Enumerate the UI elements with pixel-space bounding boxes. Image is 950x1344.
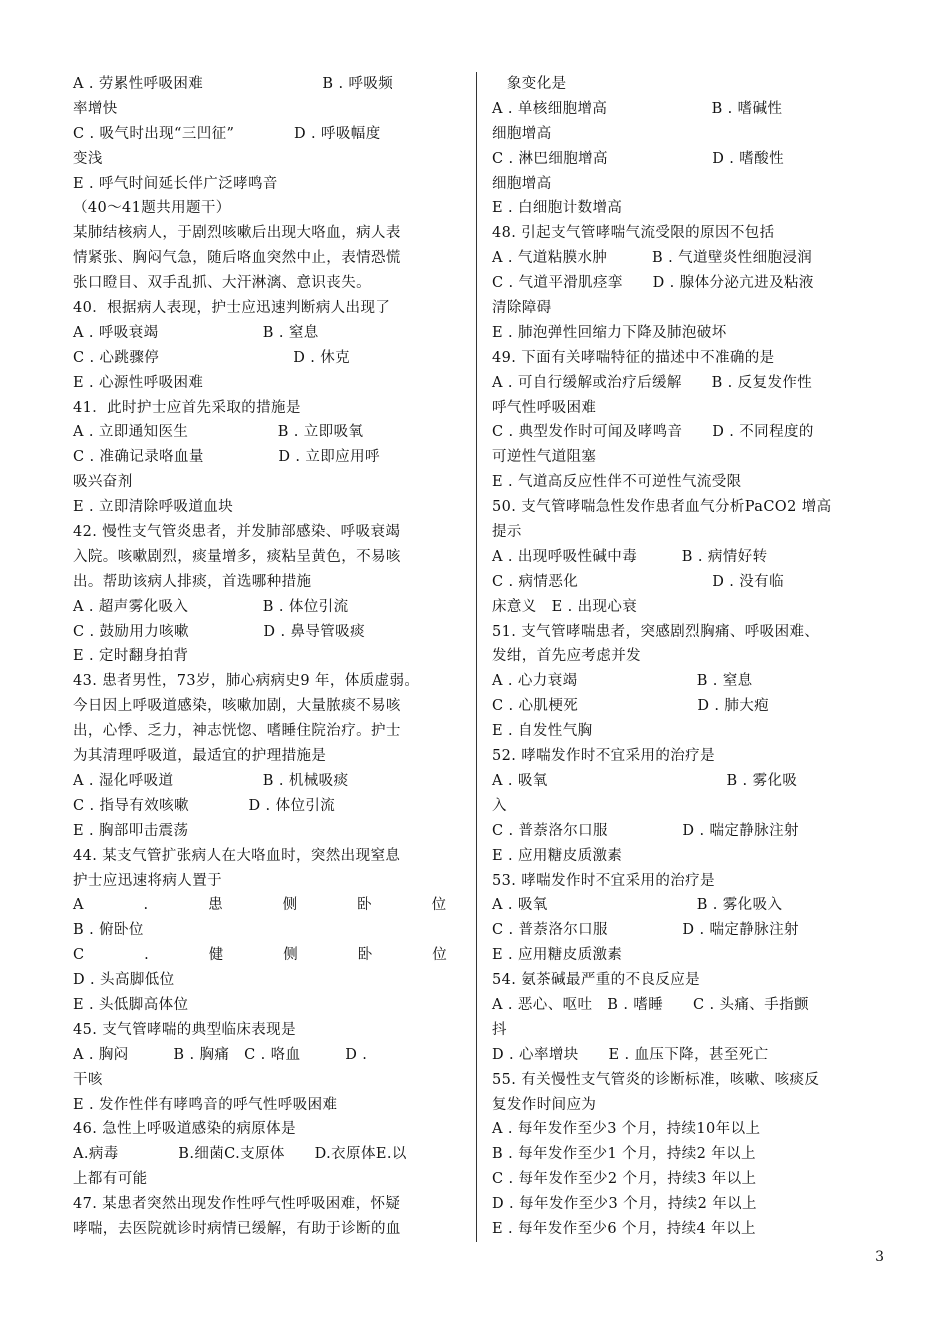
text-line: 入院。咳嗽剧烈，痰量增多，痰粘呈黄色，不易咳	[73, 548, 401, 565]
text-line: 呼气性呼吸困难	[492, 399, 597, 416]
text-line: 出，心悸、乏力，神志恍惚、嗜睡住院治疗。护士	[73, 723, 401, 740]
text-line: 张口瞪目、双手乱抓、大汗淋漓、意识丧失。	[73, 275, 371, 292]
text-line: 53. 哮喘发作时不宜采用的治疗是	[492, 872, 715, 889]
text-line: 48. 引起支气管哮喘气流受限的原因不包括	[492, 225, 775, 242]
text-line: D . 心率增块 E . 血压下降，甚至死亡	[492, 1046, 769, 1063]
text-line: E . 应用糖皮质激素	[492, 947, 623, 964]
text-line: E . 呼气时间延长伴广泛哮鸣音	[73, 175, 278, 192]
text-line: 出。帮助该病人排痰，首选哪种措施	[73, 573, 312, 590]
text-line: C . 指导有效咳嗽 D . 体位引流	[73, 797, 336, 814]
text-line: 可逆性气道阻塞	[492, 449, 597, 466]
text-line: 43. 患者男性，73岁，肺心病病史9 年，体质虚弱。	[73, 673, 420, 690]
text-line: A . 每年发作至少3 个月，持续10年以上	[492, 1121, 761, 1138]
text-line: A . 劳累性呼吸困难 B . 呼吸频	[73, 76, 394, 92]
text-line: A . 吸氧 B . 雾化吸	[492, 772, 798, 789]
text-line: A . 呼吸衰竭 B . 窒息	[73, 324, 319, 341]
text-line: C . 淋巴细胞增高 D . 嗜酸性	[492, 150, 784, 167]
text-line: D . 每年发作至少3 个月，持续2 年以上	[492, 1196, 757, 1213]
text-line: 46. 急性上呼吸道感染的病原体是	[73, 1121, 296, 1138]
text-line: A . 单核细胞增高 B . 嗜碱性	[492, 100, 783, 117]
text-line: 象变化是	[492, 76, 567, 92]
text-line: E . 自发性气胸	[492, 723, 593, 740]
text-line: 40．根据病人表现，护士应迅速判断病人出现了	[73, 300, 391, 317]
text-line: C . 典型发作时可闻及哮鸣音 D . 不同程度的	[492, 424, 814, 441]
text-line: 47. 某患者突然出现发作性呼气性呼吸困难，怀疑	[73, 1196, 401, 1213]
text-line: C . 心肌梗死 D . 肺大疱	[492, 698, 770, 715]
text-line: 某肺结核病人，于剧烈咳嗽后出现大咯血，病人表	[73, 225, 401, 242]
text-line: 抖	[492, 1021, 507, 1038]
text-line: 哮喘，去医院就诊时病情已缓解，有助于诊断的血	[73, 1220, 401, 1237]
text-line: 42. 慢性支气管炎患者，并发肺部感染、呼吸衰竭	[73, 524, 401, 541]
column-divider	[476, 72, 477, 1242]
text-line: C . 每年发作至少2 个月，持续3 年以上	[492, 1171, 757, 1188]
text-line: C . 鼓励用力咳嗽 D . 鼻导管吸痰	[73, 623, 365, 640]
text-line: 清除障碍	[492, 300, 552, 317]
text-line: C . 病情恶化 D . 没有临	[492, 573, 784, 590]
text-line: A . 心力衰竭 B . 窒息	[492, 673, 753, 690]
text-line: 44. 某支气管扩张病人在大咯血时，突然出现窒息	[73, 847, 401, 864]
text-line: C . 心跳骤停 D . 休克	[73, 349, 351, 366]
text-line: 51. 支气管哮喘患者，突感剧烈胸痛、呼吸困难、	[492, 623, 820, 640]
text-line: 提示	[492, 524, 522, 541]
text-line: A . 胸闷 B . 胸痛 C . 咯血 D .	[73, 1046, 368, 1063]
text-line: 50. 支气管哮喘急性发作患者血气分析PaCO2 增高	[492, 499, 832, 516]
text-line: 发绀，首先应考虑并发	[492, 648, 641, 665]
text-line: E . 定时翻身拍背	[73, 648, 189, 665]
text-line: 45. 支气管哮喘的典型临床表现是	[73, 1021, 296, 1038]
text-line: D . 头高脚低位	[73, 972, 175, 989]
text-line: C . 普萘洛尔口服 D . 喘定静脉注射	[492, 822, 799, 839]
text-line: C . 气道平滑肌痉挛 D . 腺体分泌亢进及粘液	[492, 275, 814, 292]
text-line: E . 发作性伴有哮鸣音的呼气性呼吸困难	[73, 1096, 338, 1113]
text-line: A . 患 侧 卧 位	[73, 897, 447, 914]
text-line: 52. 哮喘发作时不宜采用的治疗是	[492, 748, 715, 765]
text-line: A.病毒 B.细菌C.支原体 D.衣原体E.以	[73, 1146, 407, 1163]
text-line: 细胞增高	[492, 175, 552, 192]
text-line: E . 每年发作至少6 个月，持续4 年以上	[492, 1220, 756, 1237]
text-line: A . 气道粘膜水肿 B . 气道壁炎性细胞浸润	[492, 250, 813, 267]
text-line: E . 立即清除呼吸道血块	[73, 499, 234, 516]
text-line: A . 立即通知医生 B . 立即吸氧	[73, 424, 364, 441]
text-line: （40～41题共用题干）	[73, 200, 231, 217]
text-line: C . 吸气时出现“三凹征” D . 呼吸幅度	[73, 125, 381, 142]
text-line: 复发作时间应为	[492, 1096, 597, 1113]
text-line: 护士应迅速将病人置于	[73, 872, 222, 889]
text-line: C . 健 侧 卧 位	[73, 947, 448, 964]
text-line: A . 恶心、呕吐 B . 嗜睡 C . 头痛、手指颤	[492, 996, 809, 1013]
text-line: 细胞增高	[492, 125, 552, 142]
text-line: A . 超声雾化吸入 B . 体位引流	[73, 598, 349, 615]
text-line: E . 头低脚高体位	[73, 996, 189, 1013]
text-line: E . 白细胞计数增高	[492, 200, 623, 217]
text-line: 情紧张、胸闷气急，随后咯血突然中止，表情恐慌	[73, 250, 401, 267]
text-line: B . 每年发作至少1 个月，持续2 年以上	[492, 1146, 756, 1163]
text-line: E . 胸部叩击震荡	[73, 822, 189, 839]
text-line: 54. 氨茶碱最严重的不良反应是	[492, 972, 701, 989]
text-line: A . 湿化呼吸道 B . 机械吸痰	[73, 772, 349, 789]
text-line: 41．此时护士应首先采取的措施是	[73, 399, 301, 416]
text-line: A . 吸氧 B . 雾化吸入	[492, 897, 783, 914]
text-line: A . 可自行缓解或治疗后缓解 B . 反复发作性	[492, 374, 813, 391]
text-line: 床意义 E . 出现心衰	[492, 598, 638, 615]
text-line: 变浅	[73, 150, 103, 167]
text-line: 率增快	[73, 100, 118, 117]
right-column	[492, 72, 876, 1242]
text-line: 干咳	[73, 1071, 103, 1088]
text-line: C . 准确记录咯血量 D . 立即应用呼	[73, 449, 380, 466]
left-column	[73, 72, 457, 1242]
text-line: 为其清理呼吸道，最适宜的护理措施是	[73, 748, 327, 765]
page-number: 3	[875, 1249, 884, 1265]
text-line: A . 出现呼吸性碱中毒 B . 病情好转	[492, 548, 768, 565]
text-line: C . 普萘洛尔口服 D . 喘定静脉注射	[492, 922, 799, 939]
text-line: 吸兴奋剂	[73, 474, 133, 491]
text-line: E . 气道高反应性伴不可逆性气流受限	[492, 474, 742, 491]
text-line: 上都有可能	[73, 1171, 148, 1188]
text-line: E . 肺泡弹性回缩力下降及肺泡破坏	[492, 324, 727, 341]
text-line: 55. 有关慢性支气管炎的诊断标准，咳嗽、咳痰反	[492, 1071, 820, 1088]
text-line: 49. 下面有关哮喘特征的描述中不准确的是	[492, 349, 775, 366]
text-line: E . 心源性呼吸困难	[73, 374, 204, 391]
text-line: 入	[492, 797, 507, 814]
text-line: B . 俯卧位	[73, 922, 144, 939]
text-line: 今日因上呼吸道感染，咳嗽加剧，大量脓痰不易咳	[73, 698, 401, 715]
text-line: E . 应用糖皮质激素	[492, 847, 623, 864]
